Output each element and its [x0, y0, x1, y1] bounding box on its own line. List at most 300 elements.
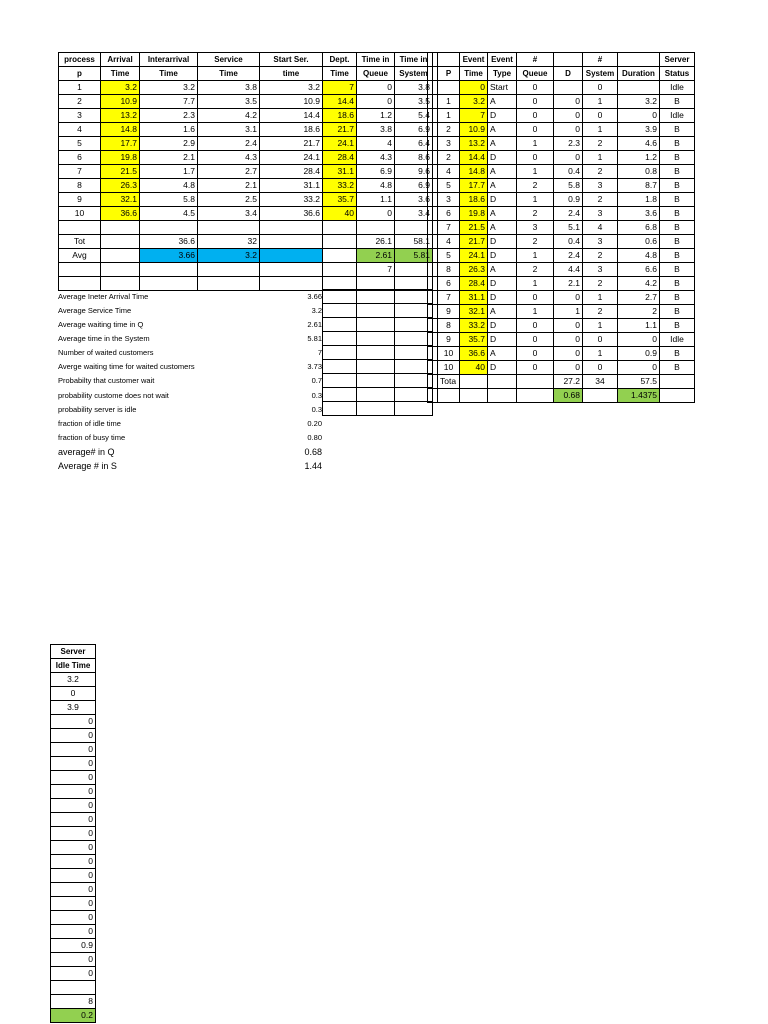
table-cell: A	[488, 165, 517, 179]
table-cell: 0	[517, 319, 554, 333]
table-cell: 5.1	[554, 221, 583, 235]
table-cell: 0.4	[554, 235, 583, 249]
table-cell: 3	[438, 137, 460, 151]
table-cell: 58.1	[395, 235, 433, 249]
table-cell: 2	[583, 277, 618, 291]
table-cell	[140, 263, 198, 277]
table-cell: 0	[51, 729, 96, 743]
table-row	[438, 207, 695, 221]
table-cell: 0	[517, 151, 554, 165]
column-header: Time	[460, 67, 488, 81]
table-cell	[660, 389, 695, 403]
column-header: System	[395, 67, 433, 81]
event-table	[437, 52, 695, 403]
table-cell: 28.4	[260, 165, 323, 179]
table-cell: D	[488, 361, 517, 375]
table-cell: 2.1	[198, 179, 260, 193]
table-cell: 2.3	[554, 137, 583, 151]
statistic-label: probability server is idle	[58, 404, 137, 414]
header-row	[438, 67, 695, 81]
table-row	[438, 263, 695, 277]
table-cell: 6.8	[618, 221, 660, 235]
statistic-label: fraction of idle time	[58, 418, 121, 428]
table-cell: 2	[583, 193, 618, 207]
table-cell: Idle	[660, 333, 695, 347]
table-cell: 1.7	[140, 165, 198, 179]
table-row	[438, 151, 695, 165]
table-cell: 1	[583, 291, 618, 305]
table-cell: 10	[59, 207, 101, 221]
statistic-value: 0.68	[304, 446, 322, 457]
table-cell: 27.2	[554, 375, 583, 389]
table-cell: Avg	[59, 249, 101, 263]
spacer-cell	[428, 95, 438, 109]
empty-cell	[357, 388, 395, 402]
table-cell: 24.1	[460, 249, 488, 263]
table-cell: 0	[51, 897, 96, 911]
table-cell	[323, 221, 357, 235]
spacer-cell	[428, 263, 438, 277]
empty-cell	[395, 318, 433, 332]
table-cell: 0	[618, 333, 660, 347]
table-row	[51, 869, 96, 883]
table-row	[51, 841, 96, 855]
column-header: Time in	[395, 53, 433, 67]
table-cell: 2.7	[198, 165, 260, 179]
statistic-value: 7	[317, 348, 322, 358]
table-cell: 4	[59, 123, 101, 137]
table-cell: 2.61	[357, 249, 395, 263]
table-cell: Idle	[660, 109, 695, 123]
column-header: p	[59, 67, 101, 81]
table-cell: 9.6	[395, 165, 433, 179]
table-cell	[101, 249, 140, 263]
table-row	[59, 81, 433, 95]
table-cell: 6.4	[395, 137, 433, 151]
empty-cell	[395, 346, 433, 360]
table-cell: 4.8	[357, 179, 395, 193]
table-cell: 0	[51, 925, 96, 939]
table-cell	[101, 221, 140, 235]
table-cell: 3.2	[460, 95, 488, 109]
table-row	[51, 673, 96, 687]
table-cell: 1.6	[140, 123, 198, 137]
table-row	[51, 729, 96, 743]
table-cell: B	[660, 95, 695, 109]
table-cell: 4.8	[140, 179, 198, 193]
table-cell: B	[660, 263, 695, 277]
table-row	[51, 785, 96, 799]
statistic-value: 3.2	[311, 305, 322, 315]
table-cell: 4.5	[140, 207, 198, 221]
empty-cell	[395, 304, 433, 318]
table-cell: 1	[554, 305, 583, 319]
table-cell: 0	[554, 95, 583, 109]
table-cell: 2	[517, 263, 554, 277]
table-cell	[517, 375, 554, 389]
table-cell: A	[488, 137, 517, 151]
table-cell: B	[660, 361, 695, 375]
table-cell: 3.2	[51, 673, 96, 687]
table-cell: 3.4	[198, 207, 260, 221]
table-cell: A	[488, 263, 517, 277]
table-cell: A	[488, 179, 517, 193]
statistic-value: 0.3	[311, 390, 322, 400]
table-cell: 13.2	[101, 109, 140, 123]
table-cell: 1	[583, 347, 618, 361]
spacer-cell	[428, 123, 438, 137]
table-cell: 10	[438, 347, 460, 361]
table-cell: 2.3	[140, 109, 198, 123]
table-cell: 2	[618, 305, 660, 319]
column-header: Event	[460, 53, 488, 67]
statistic-value: 3.73	[307, 362, 322, 372]
table-cell: B	[660, 137, 695, 151]
table-cell: Start	[488, 81, 517, 95]
table-cell: 21.5	[101, 165, 140, 179]
empty-cell	[323, 290, 357, 304]
table-cell: 3.2	[140, 81, 198, 95]
table-cell	[323, 235, 357, 249]
table-cell: B	[660, 291, 695, 305]
table-row	[51, 1009, 96, 1023]
table-cell: 6.9	[395, 179, 433, 193]
table-cell: 0	[517, 95, 554, 109]
table-row	[51, 855, 96, 869]
table-cell: Idle	[660, 81, 695, 95]
table-row	[438, 249, 695, 263]
statistic-row	[58, 303, 322, 317]
spacer-cell	[428, 67, 438, 81]
table-cell	[618, 81, 660, 95]
statistic-row	[58, 374, 322, 388]
server-idle-time-table	[50, 644, 96, 1023]
column-header	[438, 53, 460, 67]
table-cell: 32.1	[101, 193, 140, 207]
table-cell: 0.9	[554, 193, 583, 207]
table-cell: 26.1	[357, 235, 395, 249]
table-cell	[59, 263, 101, 277]
empty-cell	[357, 332, 395, 346]
table-cell: 10.9	[260, 95, 323, 109]
table-cell: 24.1	[323, 137, 357, 151]
table-cell: 2.4	[554, 207, 583, 221]
table-cell: 1.2	[357, 109, 395, 123]
table-cell: 0	[554, 151, 583, 165]
table-cell: 2	[583, 305, 618, 319]
table-cell: 7	[438, 221, 460, 235]
table-cell: 35.7	[460, 333, 488, 347]
table-cell: B	[660, 207, 695, 221]
table-cell: Tota	[438, 375, 460, 389]
table-cell: 0.68	[554, 389, 583, 403]
table-cell: 36.6	[140, 235, 198, 249]
table-cell: 0	[51, 687, 96, 701]
table-row	[438, 109, 695, 123]
table-cell: 3.9	[618, 123, 660, 137]
table-cell: 1	[59, 81, 101, 95]
spacer-cell	[428, 221, 438, 235]
table-cell: 0.4	[554, 165, 583, 179]
table-row	[438, 235, 695, 249]
table-row	[59, 221, 433, 235]
table-cell: 3.8	[357, 123, 395, 137]
summary-statistics	[58, 289, 322, 473]
table-cell: 19.8	[460, 207, 488, 221]
table-cell: 36.6	[101, 207, 140, 221]
table-cell: A	[488, 305, 517, 319]
table-cell: D	[488, 333, 517, 347]
empty-cell	[323, 318, 357, 332]
table-cell	[198, 221, 260, 235]
table-row	[59, 263, 433, 277]
empty-cell	[323, 332, 357, 346]
empty-cell	[395, 388, 433, 402]
table-cell: 0	[51, 757, 96, 771]
spacer-cell	[428, 207, 438, 221]
spacer-cell	[428, 81, 438, 95]
table-cell: 14.4	[460, 151, 488, 165]
table-cell: D	[488, 109, 517, 123]
table-cell: A	[488, 221, 517, 235]
table-cell	[488, 389, 517, 403]
empty-cell	[323, 374, 357, 388]
table-cell: 3.66	[140, 249, 198, 263]
table-row	[51, 897, 96, 911]
spacer-cell	[428, 193, 438, 207]
table-cell: 31.1	[323, 165, 357, 179]
table-cell: 2.7	[618, 291, 660, 305]
column-header: #	[517, 53, 554, 67]
table-cell: 4	[438, 235, 460, 249]
column-header: Server	[51, 645, 96, 659]
table-row	[51, 981, 96, 995]
table-cell: 5	[438, 249, 460, 263]
table-cell: 3.2	[198, 249, 260, 263]
statistic-value: 5.81	[307, 333, 322, 343]
table-cell: 0	[517, 333, 554, 347]
table-cell: 3	[583, 207, 618, 221]
table-cell	[660, 375, 695, 389]
table-cell: D	[488, 151, 517, 165]
table-cell: 2	[517, 235, 554, 249]
statistic-row	[58, 459, 322, 473]
table-cell: 1	[517, 277, 554, 291]
column-header: Server	[660, 53, 695, 67]
column-header	[618, 53, 660, 67]
table-cell: 18.6	[460, 193, 488, 207]
table-row	[51, 799, 96, 813]
table-cell: 26.3	[101, 179, 140, 193]
table-cell: 10	[438, 361, 460, 375]
table-cell: 3.2	[101, 81, 140, 95]
table-cell: 3	[517, 221, 554, 235]
statistic-row	[58, 317, 322, 331]
table-cell	[554, 81, 583, 95]
table-cell: 1.4375	[618, 389, 660, 403]
table-cell: 24.1	[260, 151, 323, 165]
table-cell: 0.9	[51, 939, 96, 953]
statistic-row	[58, 346, 322, 360]
table-cell: 0.9	[618, 347, 660, 361]
table-cell: 8	[51, 995, 96, 1009]
table-cell: 31.1	[460, 291, 488, 305]
table-cell: 1.1	[357, 193, 395, 207]
empty-cell	[323, 346, 357, 360]
table-cell: B	[660, 151, 695, 165]
table-cell: 8	[438, 263, 460, 277]
column-header: D	[554, 67, 583, 81]
table-cell: 3.9	[51, 701, 96, 715]
table-row	[438, 277, 695, 291]
table-cell: 5	[59, 137, 101, 151]
statistic-row	[58, 402, 322, 416]
table-row	[438, 137, 695, 151]
table-cell: 3	[59, 109, 101, 123]
table-cell: 0	[51, 813, 96, 827]
table-cell: 34	[583, 375, 618, 389]
table-cell: 4	[583, 221, 618, 235]
column-header: #	[583, 53, 618, 67]
table-row	[51, 967, 96, 981]
table-cell: 0	[51, 883, 96, 897]
table-cell	[140, 221, 198, 235]
table-cell: 2.9	[140, 137, 198, 151]
spacer-cell	[428, 53, 438, 67]
empty-cell	[323, 402, 357, 416]
table-cell: 2	[583, 249, 618, 263]
table-cell	[460, 375, 488, 389]
table-cell: 0	[460, 81, 488, 95]
statistic-value: 0.7	[311, 376, 322, 386]
table-cell: 3.2	[618, 95, 660, 109]
table-cell: 0.2	[51, 1009, 96, 1023]
table-cell: 0	[51, 841, 96, 855]
table-row	[51, 813, 96, 827]
table-cell: 26.3	[460, 263, 488, 277]
table-cell: 8	[438, 319, 460, 333]
table-row	[51, 911, 96, 925]
table-row	[59, 179, 433, 193]
table-row	[438, 389, 695, 403]
table-cell: 1	[517, 305, 554, 319]
table-cell: A	[488, 207, 517, 221]
table-cell	[101, 235, 140, 249]
table-row	[59, 193, 433, 207]
table-cell: 4	[357, 137, 395, 151]
table-row	[438, 319, 695, 333]
empty-cell	[395, 374, 433, 388]
table-cell: 2	[438, 123, 460, 137]
table-cell: D	[488, 277, 517, 291]
spacer-cell	[428, 249, 438, 263]
table-row	[438, 291, 695, 305]
table-row	[51, 687, 96, 701]
table-cell: 6.9	[357, 165, 395, 179]
table-row	[438, 347, 695, 361]
table-cell: 4.2	[618, 277, 660, 291]
table-cell: 0	[517, 123, 554, 137]
table-cell: 21.7	[260, 137, 323, 151]
statistic-value: 2.61	[307, 319, 322, 329]
statistic-row	[58, 445, 322, 459]
column-header: Dept.	[323, 53, 357, 67]
table-row	[51, 715, 96, 729]
table-cell	[260, 249, 323, 263]
table-cell: 1	[438, 95, 460, 109]
table-cell: 0	[51, 827, 96, 841]
table-cell	[260, 263, 323, 277]
table-cell: 2	[517, 207, 554, 221]
table-cell: 0	[357, 207, 395, 221]
table-cell: 3	[583, 179, 618, 193]
table-cell: 57.5	[618, 375, 660, 389]
table-cell: 9	[59, 193, 101, 207]
column-header: Status	[660, 67, 695, 81]
table-cell: 36.6	[260, 207, 323, 221]
table-cell: 17.7	[460, 179, 488, 193]
table-cell: 2	[59, 95, 101, 109]
table-cell: 3	[583, 263, 618, 277]
table-cell: 0	[51, 967, 96, 981]
table-cell: 0	[618, 361, 660, 375]
table-row	[51, 757, 96, 771]
column-header: Idle Time	[51, 659, 96, 673]
table-cell: 6	[59, 151, 101, 165]
table-row	[51, 939, 96, 953]
table-cell: 40	[460, 361, 488, 375]
table-cell: 1	[517, 137, 554, 151]
table-cell: 0	[583, 333, 618, 347]
table-cell: 1	[517, 165, 554, 179]
empty-cell	[395, 290, 433, 304]
statistic-label: Average # in S	[58, 460, 117, 471]
table-cell: 2.4	[554, 249, 583, 263]
table-cell	[59, 221, 101, 235]
table-cell	[438, 389, 460, 403]
statistic-value: 0.3	[311, 404, 322, 414]
empty-cell	[357, 304, 395, 318]
table-cell: 0	[517, 361, 554, 375]
table-cell	[583, 389, 618, 403]
table-cell: 3	[583, 235, 618, 249]
table-cell: 21.7	[323, 123, 357, 137]
column-header: Time	[323, 67, 357, 81]
table-row	[59, 95, 433, 109]
table-cell: D	[488, 291, 517, 305]
table-cell: 7	[323, 81, 357, 95]
table-cell: 13.2	[460, 137, 488, 151]
table-row	[51, 743, 96, 757]
table-cell: 0	[517, 81, 554, 95]
table-cell: 1.1	[618, 319, 660, 333]
table-cell: 7	[357, 263, 395, 277]
table-cell: 2	[583, 137, 618, 151]
table-cell: 3.6	[618, 207, 660, 221]
table-cell: B	[660, 347, 695, 361]
table-row	[51, 953, 96, 967]
table-row	[438, 193, 695, 207]
table-cell: 19.8	[101, 151, 140, 165]
table-cell: 17.7	[101, 137, 140, 151]
table-cell: 1	[438, 109, 460, 123]
table-row	[438, 81, 695, 95]
empty-cell	[357, 360, 395, 374]
table-cell: 9	[438, 333, 460, 347]
table-cell: 3.5	[395, 95, 433, 109]
table-cell: 8.6	[395, 151, 433, 165]
statistic-label: Average waiting time in Q	[58, 319, 144, 329]
